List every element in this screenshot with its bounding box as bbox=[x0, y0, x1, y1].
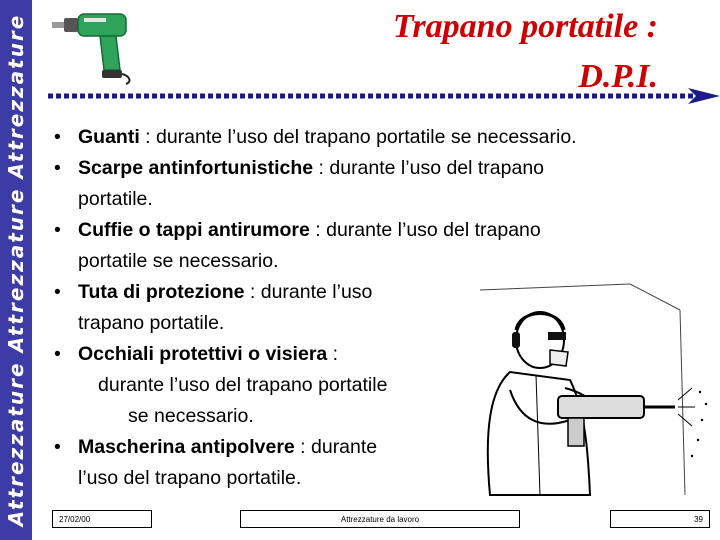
bullet: • bbox=[54, 219, 61, 241]
item-text: : durante l’uso bbox=[244, 281, 373, 303]
item-text-line-2: portatile. bbox=[78, 188, 153, 210]
bullet: • bbox=[54, 157, 61, 179]
item-text: : bbox=[327, 343, 339, 365]
item-text: : durante l’uso del trapano bbox=[309, 219, 541, 241]
slide-footer bbox=[52, 510, 710, 530]
title-line-2: D.P.I. bbox=[578, 58, 658, 95]
bullet: • bbox=[54, 436, 61, 458]
bullet: • bbox=[54, 281, 61, 303]
item-text-line-2: l’uso del trapano portatile. bbox=[78, 467, 302, 489]
item-text-line-3: se necessario. bbox=[128, 405, 254, 427]
footer-page-number: 39 bbox=[610, 510, 710, 528]
item-term: Tuta di protezione bbox=[78, 281, 245, 303]
title-line-1: Trapano portatile : bbox=[392, 8, 658, 45]
item-term: Guanti bbox=[78, 126, 140, 148]
list-item bbox=[52, 215, 702, 277]
item-text-line-2: portatile se necessario. bbox=[78, 250, 279, 272]
list-item bbox=[52, 122, 702, 153]
item-term: Mascherina antipolvere bbox=[78, 436, 295, 458]
sidebar-band bbox=[0, 0, 32, 540]
item-text-line-2: trapano portatile. bbox=[78, 312, 225, 334]
item-text: : durante l’uso del trapano bbox=[313, 157, 545, 179]
item-term: Cuffie o tappi antirumore bbox=[78, 219, 310, 241]
item-text: : durante bbox=[294, 436, 378, 458]
item-term: Scarpe antinfortunistiche bbox=[78, 157, 314, 179]
list-item bbox=[52, 153, 702, 215]
item-text-line-2: durante l’uso del trapano portatile bbox=[98, 374, 388, 396]
item-term: Occhiali protettivi o visiera bbox=[78, 343, 328, 365]
bullet: • bbox=[54, 343, 61, 365]
title-divider-arrow bbox=[48, 86, 720, 106]
footer-date: 27/02/00 bbox=[52, 510, 152, 528]
item-text: : durante l’uso del trapano portatile se necessario. bbox=[139, 126, 577, 148]
worker-drilling-illustration bbox=[470, 280, 720, 500]
bullet: • bbox=[54, 126, 61, 148]
footer-title: Attrezzature da lavoro bbox=[240, 510, 520, 528]
drill-icon bbox=[50, 10, 140, 85]
sidebar-label: Attrezzature Attrezzature Attrezzature bbox=[4, 13, 28, 527]
